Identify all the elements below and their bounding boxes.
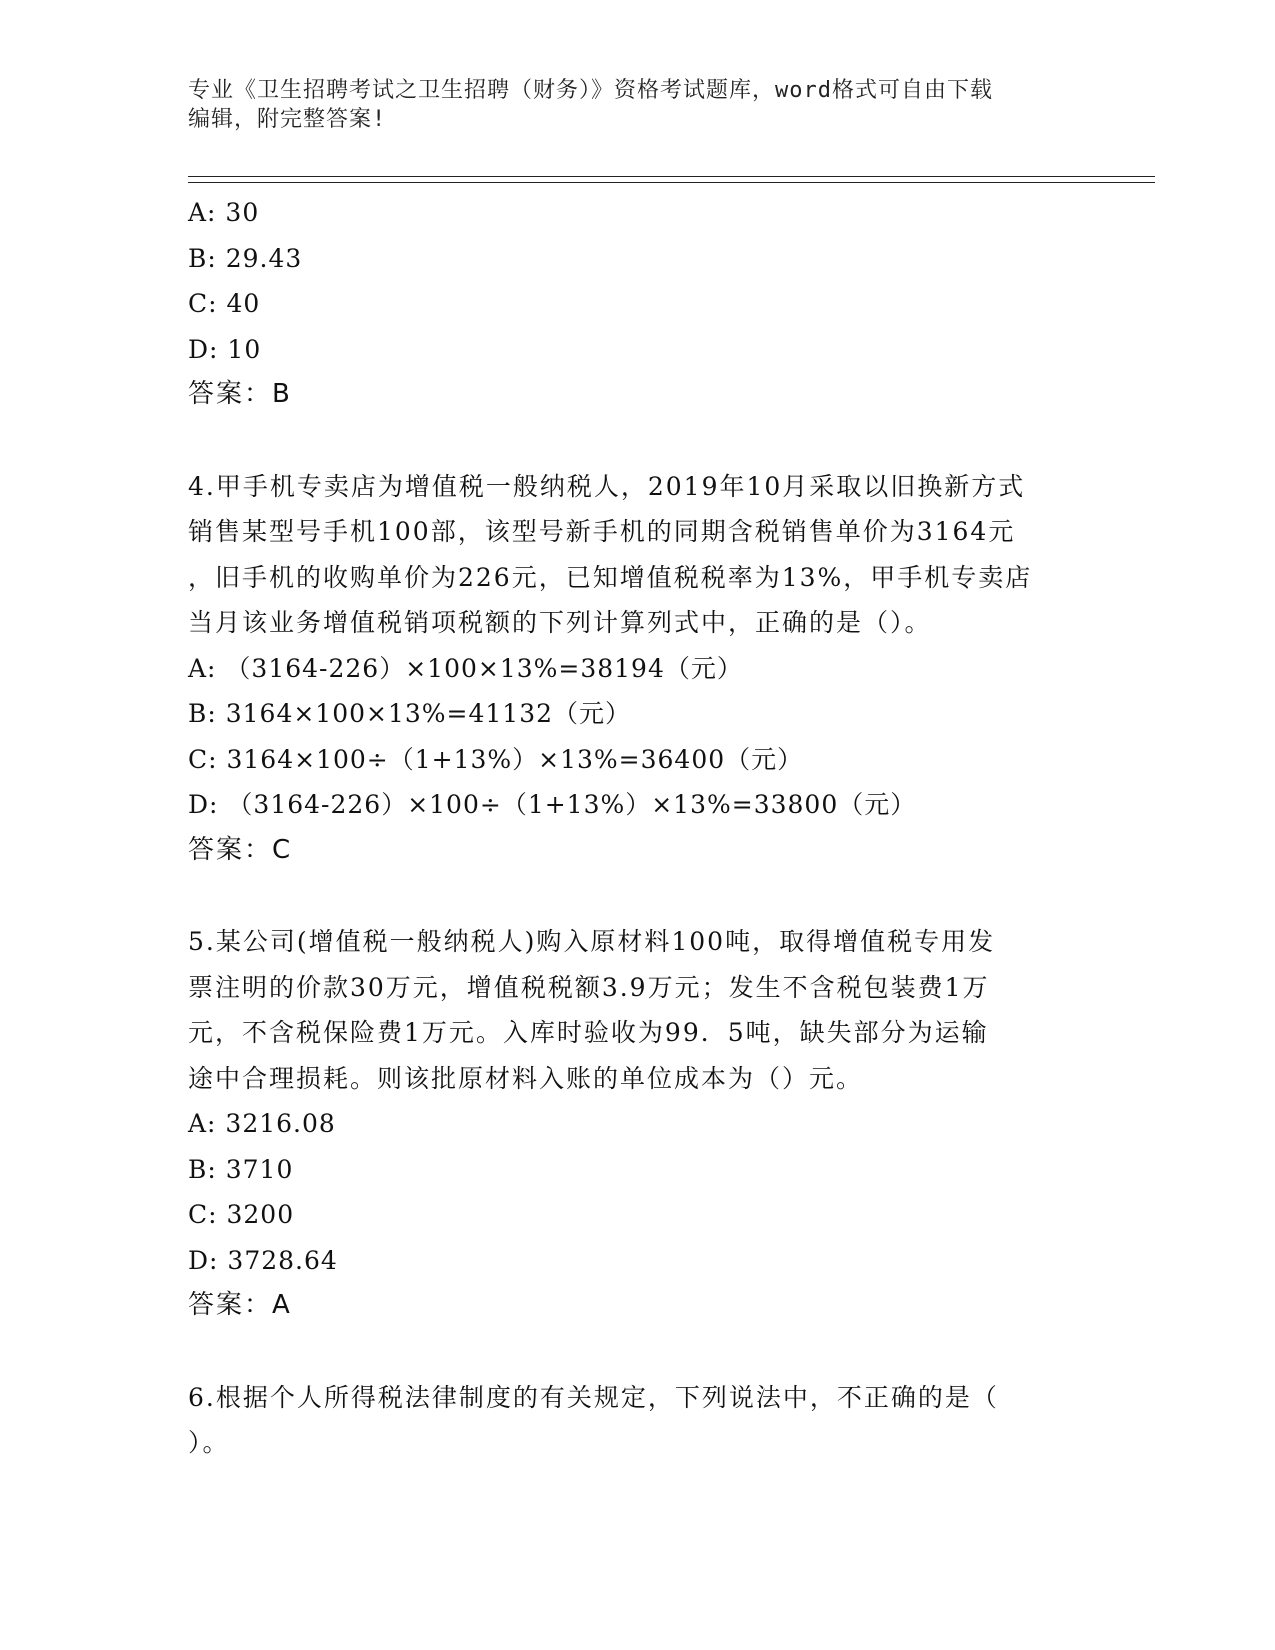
spacer [188, 1329, 1088, 1375]
header-divider-bottom [188, 182, 1155, 183]
spacer [188, 873, 1088, 919]
question-3 [188, 190, 1088, 418]
question-list [188, 190, 1088, 1466]
option-c: C: 3164×100÷（1+13%）×13%=36400（元） [188, 744, 804, 774]
page-header [188, 76, 1088, 134]
spacer [188, 418, 1088, 464]
question-line: 4.甲手机专卖店为增值税一般纳税人，2019年10月采取以旧换新方式 [188, 471, 1026, 501]
question-line: 销售某型号手机100部，该型号新手机的同期含税销售单价为3164元 [188, 517, 1016, 546]
option-c: C: 3200 [188, 1200, 295, 1229]
option-c: C: 40 [188, 289, 261, 318]
option-d: D: （3164-226）×100÷（1+13%）×13%=33800（元） [188, 790, 917, 819]
question-line: ，旧手机的收购单价为226元，已知增值税税率为13%，甲手机专卖店 [188, 562, 1033, 592]
question-line: 6.根据个人所得税法律制度的有关规定，下列说法中，不正确的是（ [188, 1382, 999, 1412]
question-text [188, 919, 1088, 1101]
question-line: 票注明的价款30万元，增值税税额3.9万元；发生不含税包装费1万 [188, 972, 990, 1002]
question-6 [188, 1375, 1088, 1466]
question-line: 途中合理损耗。则该批原材料入账的单位成本为（）元。 [188, 1063, 864, 1093]
answer: 答案：B [188, 379, 292, 409]
option-d: D: 10 [188, 334, 262, 364]
question-line: 当月该业务增值税销项税额的下列计算列式中，正确的是（）。 [188, 608, 932, 637]
option-d: D: 3728.64 [188, 1245, 338, 1275]
question-4 [188, 464, 1088, 874]
question-line: 5.某公司(增值税一般纳税人)购入原材料100吨，取得增值税专用发 [188, 927, 996, 956]
header-line-1: 专业《卫生招聘考试之卫生招聘（财务）》资格考试题库，word格式可自由下载 [188, 78, 993, 103]
option-a: A: 30 [188, 198, 260, 227]
option-b: B: 29.43 [188, 243, 303, 273]
option-a: A: 3216.08 [188, 1109, 336, 1138]
option-b: B: 3164×100×13%=41132（元） [188, 699, 632, 728]
header-line-2: 编辑，附完整答案! [188, 107, 387, 132]
question-text [188, 1375, 1088, 1466]
header-divider-top [188, 176, 1155, 177]
option-a: A: （3164-226）×100×13%=38194（元） [188, 653, 743, 683]
answer: 答案：A [188, 1290, 292, 1320]
question-line: ）。 [188, 1428, 230, 1457]
question-text [188, 464, 1088, 646]
option-b: B: 3710 [188, 1154, 294, 1184]
question-5 [188, 919, 1088, 1329]
question-line: 元，不含税保险费1万元。入库时验收为99．5吨，缺失部分为运输 [188, 1018, 989, 1047]
answer: 答案：C [188, 834, 293, 865]
